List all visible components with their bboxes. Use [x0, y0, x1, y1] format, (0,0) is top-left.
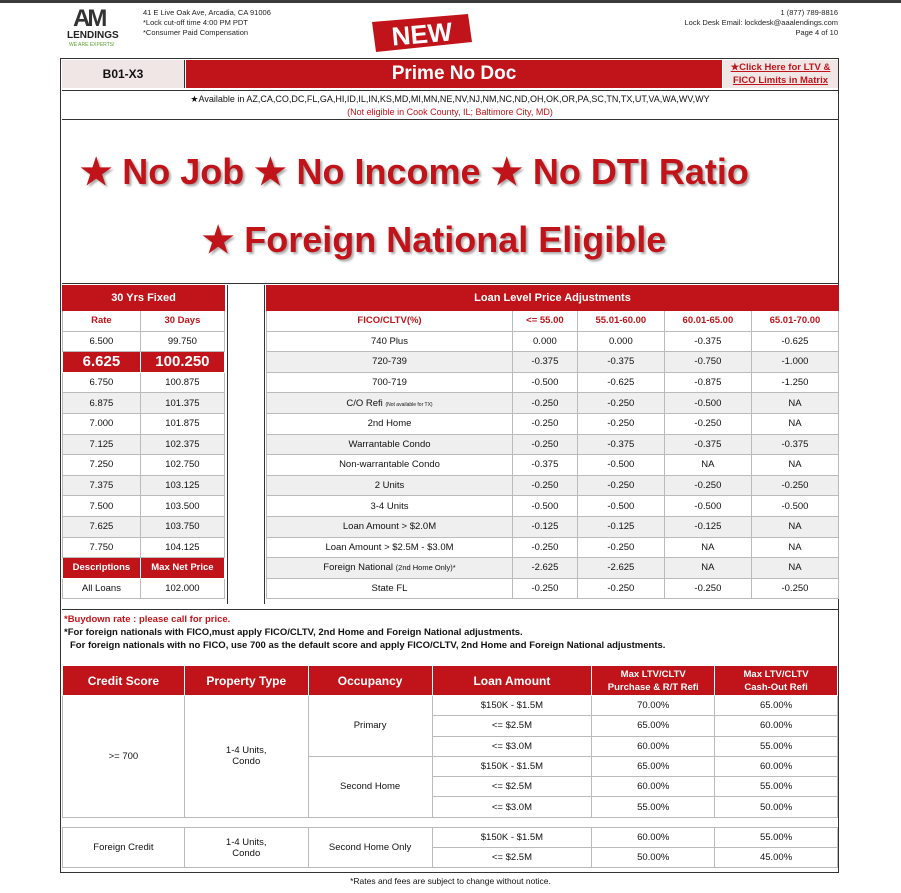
rate-cell: 7.000 [63, 413, 141, 434]
rate-cell: 6.500 [63, 331, 141, 352]
property-type-line: 1-4 Units, [225, 745, 267, 757]
loan-amount-cell: $150K - $1.5M [432, 756, 592, 776]
price-cell: 100.250 [140, 352, 224, 373]
not-eligible-note: (Not eligible in Cook County, IL; Baltimore City, MD) [347, 107, 553, 117]
matrix-spacer-cell [63, 817, 838, 827]
llpa-cell: -0.250 [513, 537, 578, 558]
lockdesk-email: Lock Desk Email: lockdesk@aaalendings.com [684, 18, 838, 27]
llpa-cell: -2.625 [577, 558, 664, 579]
llpa-row [267, 475, 839, 496]
program-title: Prime No Doc [186, 60, 722, 88]
loan-amount-cell: $150K - $1.5M [432, 827, 592, 847]
llpa-cell: -0.125 [664, 516, 751, 537]
rate-row [63, 393, 225, 414]
llpa-col-header: 65.01-70.00 [751, 311, 838, 332]
llpa-cell: -1.250 [751, 372, 838, 393]
property-type-line: Condo [232, 847, 261, 859]
llpa-cell: -0.250 [664, 475, 751, 496]
llpa-cell: 0.000 [577, 331, 664, 352]
llpa-col-header: FICO/CLTV(%) [267, 311, 513, 332]
llpa-cell: -0.250 [513, 578, 578, 599]
llpa-cell: -0.375 [664, 434, 751, 455]
rate-row [63, 434, 225, 455]
llpa-cell: NA [751, 455, 838, 476]
llpa-row [267, 331, 839, 352]
pricing-notes [62, 609, 838, 656]
purchase-ltv-cell: 65.00% [592, 716, 715, 736]
llpa-row-label: 2nd Home [267, 413, 513, 434]
price-cell: 99.750 [140, 331, 224, 352]
llpa-cell: -0.250 [751, 578, 838, 599]
llpa-cell: -0.375 [513, 455, 578, 476]
price-cell: 103.750 [140, 516, 224, 537]
matrix-col-header-line: Max LTV/CLTV [743, 668, 809, 680]
llpa-cell: -0.250 [577, 393, 664, 414]
llpa-row [267, 516, 839, 537]
price-cell: 103.125 [140, 475, 224, 496]
llpa-cell: -0.250 [577, 578, 664, 599]
logo-name: LENDINGS [67, 30, 119, 41]
llpa-table [266, 285, 839, 599]
llpa-row-label: Non-warrantable Condo [267, 455, 513, 476]
llpa-cell: -0.500 [513, 372, 578, 393]
llpa-col-header: 55.01-60.00 [577, 311, 664, 332]
price-cell: 104.125 [140, 537, 224, 558]
matrix-col-header: Property Type [184, 666, 308, 696]
cashout-ltv-cell: 50.00% [715, 797, 838, 817]
header-contact [684, 8, 838, 38]
cashout-ltv-cell: 45.00% [715, 848, 838, 868]
property-type-cell [184, 827, 308, 868]
rate-row-highlighted [63, 352, 225, 373]
llpa-row [267, 434, 839, 455]
rate-row [63, 413, 225, 434]
llpa-cell: -0.250 [664, 578, 751, 599]
llpa-cell: -0.250 [577, 537, 664, 558]
states-list: ★Available in AZ,CA,CO,DC,FL,GA,HI,ID,IL,IN,KS,MD,MI,MN,NE,NV,NJ,NM,NC,ND,OH,OK,OR,PA,SC,TN,TX,UT,VA,WA,WV,WY [190, 94, 710, 104]
company-address: 41 E Live Oak Ave, Arcadia, CA 91006 [143, 8, 271, 17]
cashout-ltv-cell: 55.00% [715, 777, 838, 797]
rate-cell: 7.250 [63, 455, 141, 476]
llpa-cell: NA [751, 558, 838, 579]
available-states [62, 90, 838, 120]
llpa-cell: -0.125 [513, 516, 578, 537]
llpa-row-label: Warrantable Condo [267, 434, 513, 455]
rate-row [63, 372, 225, 393]
loan-amount-cell: <= $2.5M [432, 848, 592, 868]
purchase-ltv-cell: 65.00% [592, 756, 715, 776]
llpa-row-label [267, 393, 513, 414]
page-header [60, 3, 840, 53]
rate-col-header: Rate [63, 311, 141, 332]
llpa-cell: -0.250 [577, 413, 664, 434]
llpa-row [267, 352, 839, 373]
purchase-ltv-cell: 60.00% [592, 736, 715, 756]
llpa-label-text: Foreign National [323, 562, 394, 574]
page-number: Page 4 of 10 [795, 28, 838, 37]
company-logo [65, 5, 125, 47]
llpa-row [267, 558, 839, 579]
new-badge-text: NEW [390, 16, 454, 52]
llpa-row-label [267, 558, 513, 579]
occupancy-cell: Primary [308, 696, 432, 757]
llpa-row [267, 537, 839, 558]
llpa-cell: -0.375 [664, 331, 751, 352]
header-info [143, 8, 271, 38]
rate-table [62, 285, 225, 599]
rate-cell: 7.375 [63, 475, 141, 496]
foreign-national-note-2: For foreign nationals with no FICO, use 700 as the default score and apply FICO/CLTV, 2nd Home and Foreign National adjustments. [70, 640, 666, 651]
all-loans-label: All Loans [63, 578, 141, 599]
loan-amount-cell: <= $3.0M [432, 797, 592, 817]
llpa-row [267, 393, 839, 414]
property-type-cell [184, 696, 308, 818]
rate-cell: 7.125 [63, 434, 141, 455]
llpa-cell: -0.500 [664, 496, 751, 517]
max-net-price-header: Max Net Price [140, 558, 224, 579]
llpa-cell: NA [751, 537, 838, 558]
llpa-row-label: Loan Amount > $2.5M - $3.0M [267, 537, 513, 558]
price-cell: 102.375 [140, 434, 224, 455]
llpa-col-header: <= 55.00 [513, 311, 578, 332]
rate-cell: 7.500 [63, 496, 141, 517]
rate-row [63, 475, 225, 496]
llpa-cell: -0.500 [751, 496, 838, 517]
property-type-line: Condo [232, 756, 261, 768]
llpa-cell: -0.375 [577, 352, 664, 373]
llpa-cell: -0.250 [664, 413, 751, 434]
rate-cell: 6.875 [63, 393, 141, 414]
ltv-fico-link[interactable]: ★Click Here for LTV & FICO Limits in Matrix [723, 60, 838, 88]
matrix-col-header [592, 666, 715, 696]
program-highlights [62, 121, 838, 284]
llpa-row-label: State FL [267, 578, 513, 599]
cashout-ltv-cell: 55.00% [715, 736, 838, 756]
loan-amount-cell: <= $3.0M [432, 736, 592, 756]
llpa-cell: -0.250 [513, 393, 578, 414]
cashout-ltv-cell: 55.00% [715, 827, 838, 847]
llpa-col-header: 60.01-65.00 [664, 311, 751, 332]
price-cell: 103.500 [140, 496, 224, 517]
loan-amount-cell: $150K - $1.5M [432, 696, 592, 716]
matrix-col-header [715, 666, 838, 696]
phone-number: 1 (877) 789-8816 [780, 8, 838, 17]
loan-amount-cell: <= $2.5M [432, 777, 592, 797]
highlight-line-1: ★ No Job ★ No Income ★ No DTI Ratio [80, 151, 749, 192]
llpa-cell: -0.375 [751, 434, 838, 455]
price-cell: 101.875 [140, 413, 224, 434]
rate-cell: 7.625 [63, 516, 141, 537]
llpa-cell: -0.250 [513, 434, 578, 455]
occupancy-cell: Second Home Only [308, 827, 432, 868]
logo-mark: AM [73, 5, 105, 32]
purchase-ltv-cell: 50.00% [592, 848, 715, 868]
cashout-ltv-cell: 60.00% [715, 716, 838, 736]
ltv-matrix-table [62, 665, 838, 868]
price-cell: 102.750 [140, 455, 224, 476]
logo-tagline: WE ARE EXPERTS! [69, 42, 115, 48]
llpa-row [267, 455, 839, 476]
llpa-cell: -2.625 [513, 558, 578, 579]
llpa-row-label: 3-4 Units [267, 496, 513, 517]
property-type-line: 1-4 Units, [225, 836, 267, 848]
compensation-note: *Consumer Paid Compensation [143, 28, 249, 37]
highlight-line-2: ★ Foreign National Eligible [202, 219, 667, 260]
rate-row [63, 496, 225, 517]
matrix-row [63, 696, 838, 716]
llpa-cell: -0.375 [577, 434, 664, 455]
llpa-row [267, 496, 839, 517]
rate-cell: 6.625 [63, 352, 141, 373]
llpa-cell: -0.500 [664, 393, 751, 414]
llpa-cell: -1.000 [751, 352, 838, 373]
llpa-cell: -0.250 [751, 475, 838, 496]
matrix-row [63, 827, 838, 847]
rate-sheet [60, 58, 839, 886]
credit-score-cell: Foreign Credit [63, 827, 185, 868]
llpa-cell: NA [751, 516, 838, 537]
cashout-ltv-cell: 65.00% [715, 696, 838, 716]
llpa-cell: -0.250 [577, 475, 664, 496]
purchase-ltv-cell: 60.00% [592, 827, 715, 847]
llpa-cell: NA [664, 537, 751, 558]
table-divider [227, 285, 265, 604]
llpa-cell: -0.500 [513, 496, 578, 517]
llpa-cell: -0.250 [513, 413, 578, 434]
rate-row [63, 331, 225, 352]
purchase-ltv-cell: 55.00% [592, 797, 715, 817]
price-cell: 100.875 [140, 372, 224, 393]
price-cell: 101.375 [140, 393, 224, 414]
llpa-row-label: 700-719 [267, 372, 513, 393]
purchase-ltv-cell: 60.00% [592, 777, 715, 797]
days-col-header: 30 Days [140, 311, 224, 332]
llpa-cell: NA [664, 558, 751, 579]
llpa-row [267, 372, 839, 393]
matrix-col-header-line: Cash-Out Refi [744, 681, 808, 693]
rate-row [63, 537, 225, 558]
matrix-col-header: Occupancy [308, 666, 432, 696]
llpa-cell: NA [751, 393, 838, 414]
llpa-label-text: C/O Refi [346, 397, 383, 409]
llpa-row-label: Loan Amount > $2.0M [267, 516, 513, 537]
llpa-cell: NA [751, 413, 838, 434]
llpa-cell: -0.250 [513, 475, 578, 496]
llpa-title: Loan Level Price Adjustments [267, 286, 839, 311]
max-net-price-value: 102.000 [140, 578, 224, 599]
llpa-row-label: 2 Units [267, 475, 513, 496]
rate-row [63, 455, 225, 476]
rate-table-title: 30 Yrs Fixed [63, 286, 225, 311]
foreign-national-note-1: *For foreign nationals with FICO,must apply FICO/CLTV, 2nd Home and Foreign National adjustments. [64, 627, 523, 638]
llpa-cell: -0.750 [664, 352, 751, 373]
new-badge [368, 12, 476, 56]
llpa-cell: -0.375 [513, 352, 578, 373]
matrix-col-header-line: Max LTV/CLTV [620, 668, 686, 680]
buydown-note: *Buydown rate : please call for price. [64, 614, 231, 625]
rate-cell: 7.750 [63, 537, 141, 558]
disclaimer-footer: *Rates and fees are subject to change without notice. [350, 876, 551, 886]
program-code: B01-X3 [62, 60, 185, 88]
cashout-ltv-cell: 60.00% [715, 756, 838, 776]
matrix-spacer [63, 817, 838, 827]
llpa-row-label: 720-739 [267, 352, 513, 373]
lock-cutoff: *Lock cut-off time 4:00 PM PDT [143, 18, 248, 27]
llpa-cell: NA [664, 455, 751, 476]
matrix-col-header-line: Purchase & R/T Refi [607, 681, 699, 693]
llpa-label-note: (2nd Home Only)* [395, 563, 456, 573]
loan-amount-cell: <= $2.5M [432, 716, 592, 736]
llpa-cell: -0.500 [577, 496, 664, 517]
descriptions-header: Descriptions [63, 558, 141, 579]
llpa-row-label: 740 Plus [267, 331, 513, 352]
occupancy-cell: Second Home [308, 756, 432, 817]
rate-row [63, 516, 225, 537]
matrix-col-header: Loan Amount [432, 666, 592, 696]
llpa-cell: -0.625 [751, 331, 838, 352]
llpa-cell: -0.125 [577, 516, 664, 537]
llpa-row [267, 578, 839, 599]
llpa-cell: 0.000 [513, 331, 578, 352]
llpa-row [267, 413, 839, 434]
matrix-col-header: Credit Score [63, 666, 185, 696]
llpa-cell: -0.500 [577, 455, 664, 476]
llpa-cell: -0.625 [577, 372, 664, 393]
llpa-label-note: (Not available for TX) [385, 401, 433, 408]
rate-cell: 6.750 [63, 372, 141, 393]
llpa-cell: -0.875 [664, 372, 751, 393]
purchase-ltv-cell: 70.00% [592, 696, 715, 716]
credit-score-cell: >= 700 [63, 696, 185, 818]
